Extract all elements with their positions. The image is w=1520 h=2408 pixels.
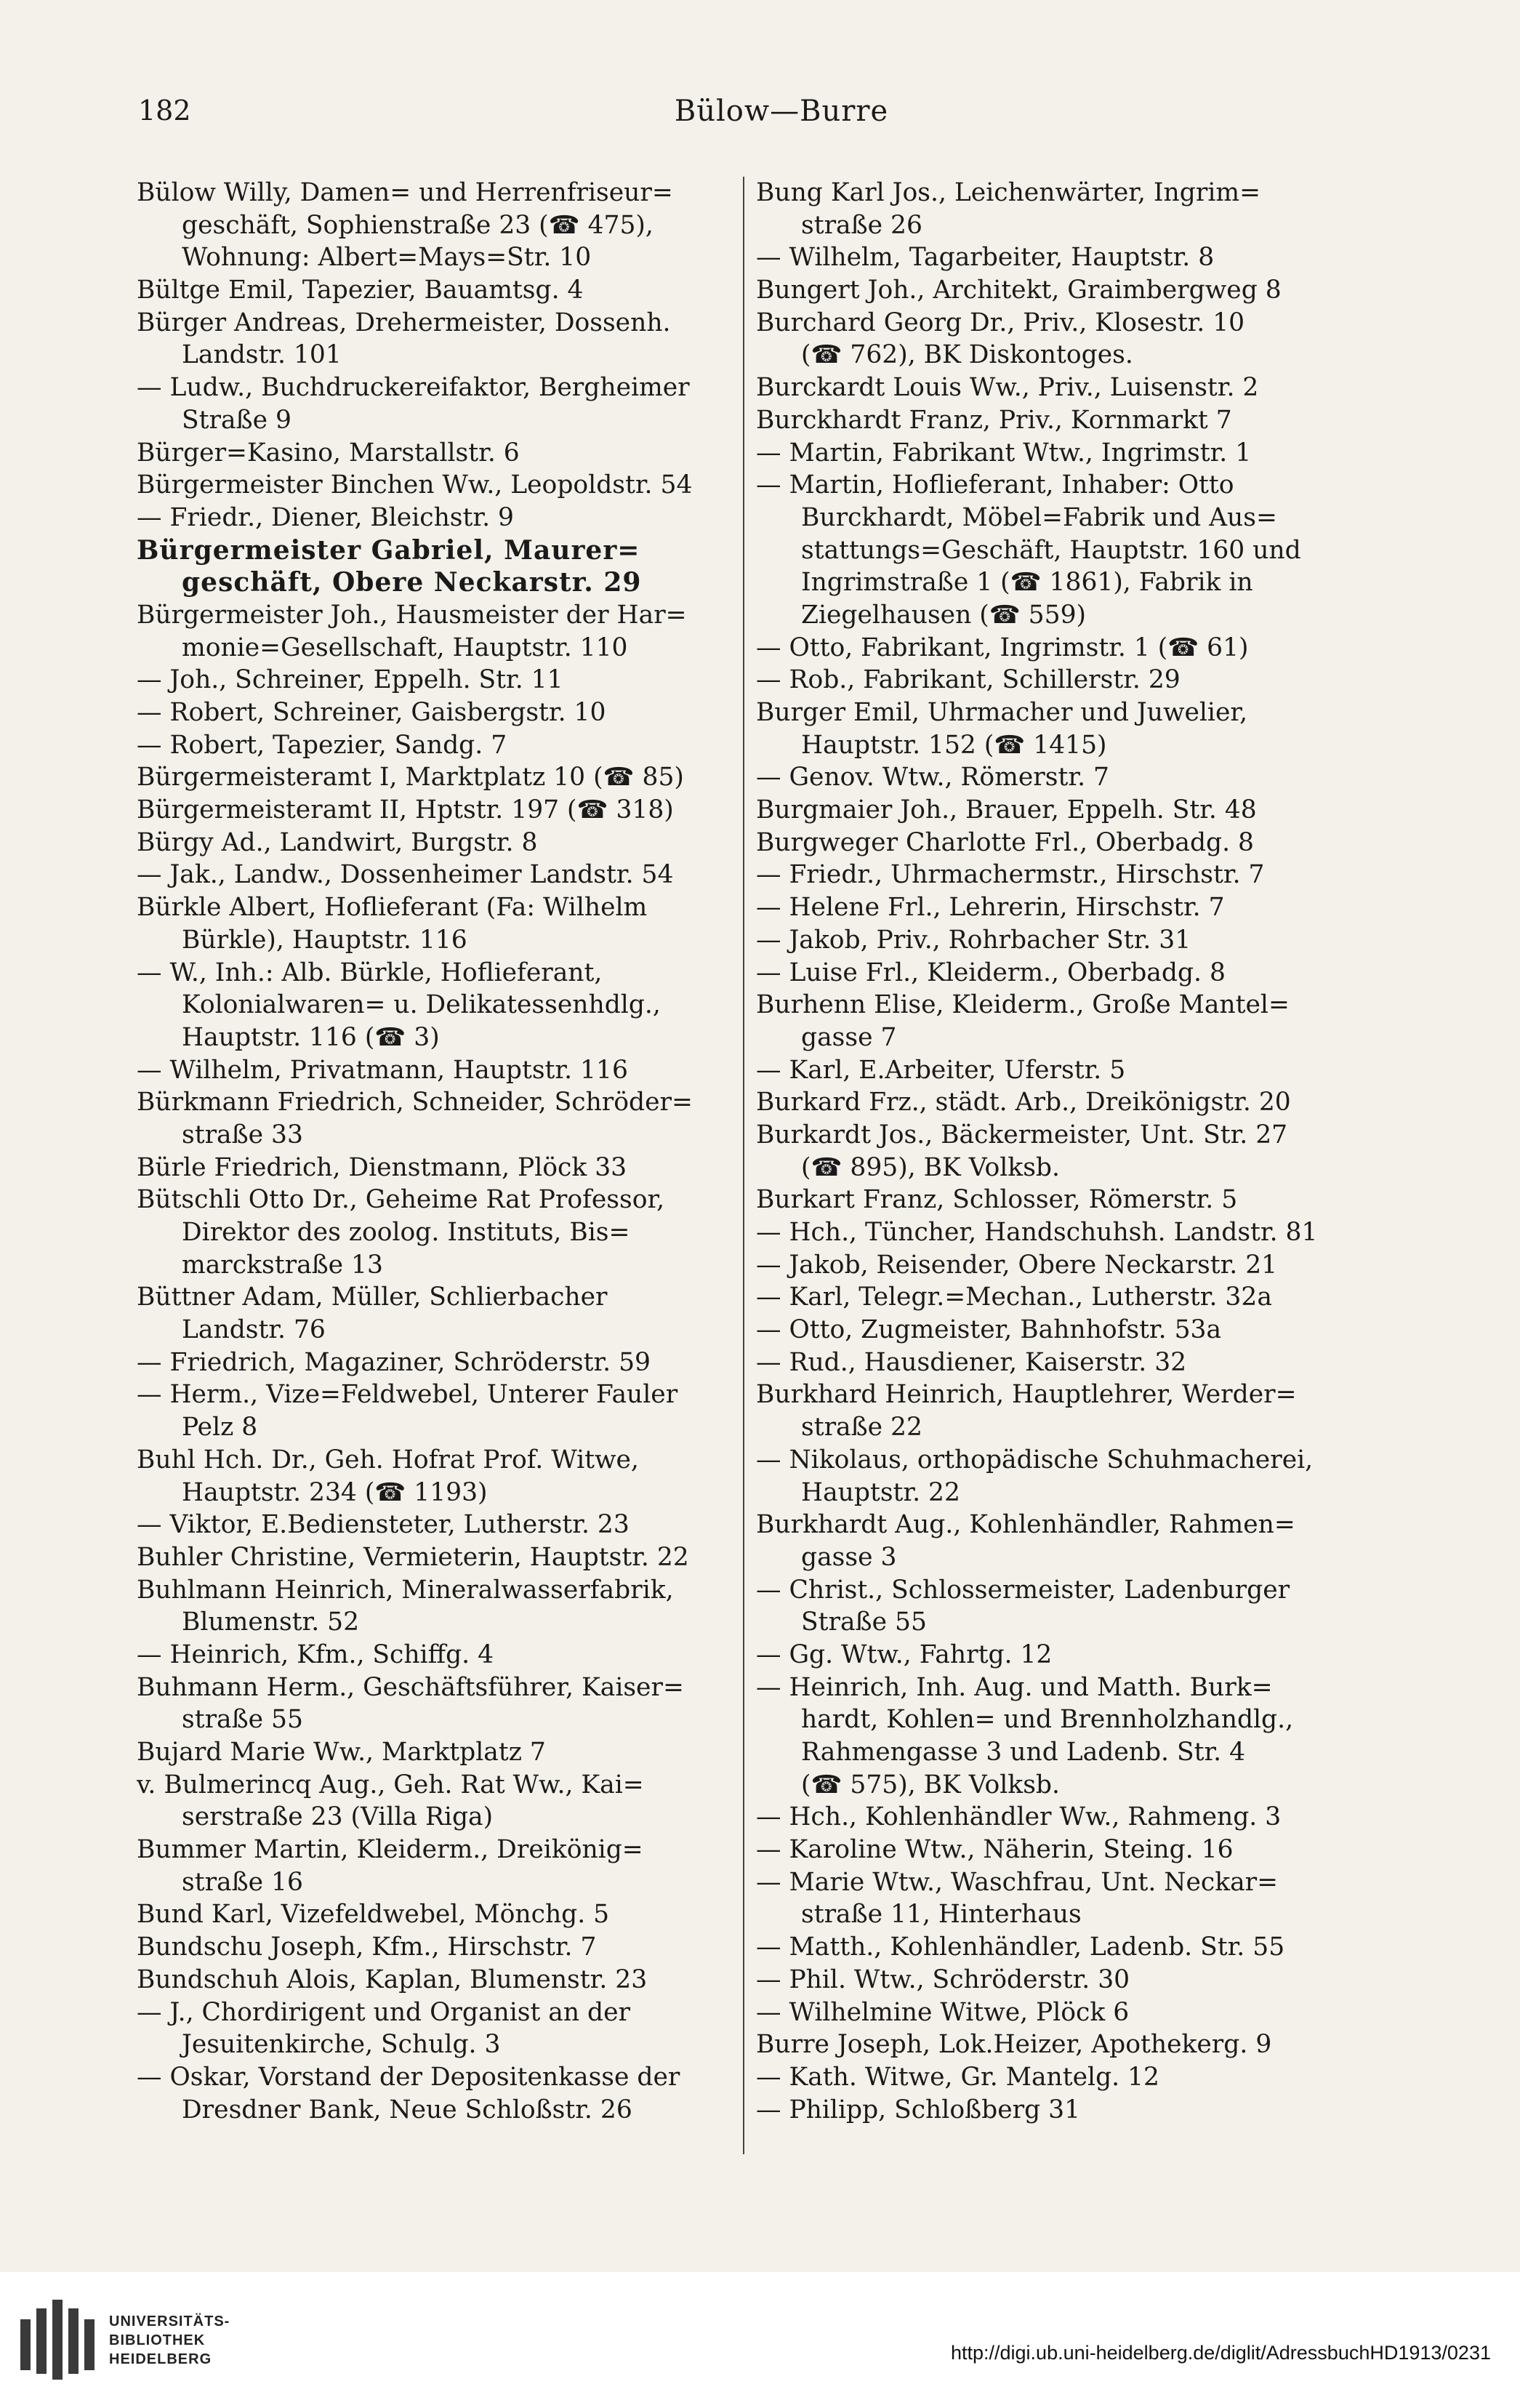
directory-line: Kolonialwaren= u. Delikatessenhdlg., bbox=[182, 990, 661, 1020]
directory-line: Dresdner Bank, Neue Schloßstr. 26 bbox=[182, 2095, 632, 2124]
directory-line: gasse 3 bbox=[801, 1542, 897, 1572]
directory-line: — Herm., Vize=Feldwebel, Unterer Fauler bbox=[137, 1380, 678, 1410]
directory-line: Burckardt Louis Ww., Priv., Luisenstr. 2 bbox=[756, 373, 1259, 403]
directory-line: stattungs=Geschäft, Hauptstr. 160 und bbox=[801, 535, 1301, 565]
directory-line: Burre Joseph, Lok.Heizer, Apothekerg. 9 bbox=[756, 2030, 1272, 2060]
directory-line: Ingrimstraße 1 (☎ 1861), Fabrik in bbox=[801, 568, 1253, 598]
viewer-footer bbox=[0, 2272, 1520, 2408]
directory-line: — Robert, Tapezier, Sandg. 7 bbox=[137, 730, 507, 760]
directory-line: Burkard Frz., städt. Arb., Dreikönigstr. 20 bbox=[756, 1088, 1291, 1117]
directory-line: — Jakob, Reisender, Obere Neckarstr. 21 bbox=[756, 1250, 1278, 1280]
page-number: 182 bbox=[138, 95, 191, 127]
directory-line: straße 26 bbox=[801, 210, 922, 240]
directory-line: Buhler Christine, Vermieterin, Hauptstr. 22 bbox=[137, 1542, 689, 1572]
directory-line: serstraße 23 (Villa Riga) bbox=[182, 1802, 494, 1832]
directory-line: straße 33 bbox=[182, 1120, 303, 1149]
directory-line: — Joh., Schreiner, Eppelh. Str. 11 bbox=[137, 665, 563, 695]
directory-line: Bülow Willy, Damen= und Herrenfriseur= bbox=[137, 178, 673, 207]
directory-line: Bürgermeisteramt II, Hptstr. 197 (☎ 318) bbox=[137, 795, 674, 825]
directory-line: — Heinrich, Inh. Aug. und Matth. Burk= bbox=[756, 1672, 1273, 1702]
logo-line: UNIVERSITÄTS- bbox=[109, 2313, 230, 2329]
directory-line: Bürgermeister Gabriel, Maurer= bbox=[137, 534, 640, 566]
logo-line: HEIDELBERG bbox=[109, 2351, 212, 2367]
directory-line: Hauptstr. 152 (☎ 1415) bbox=[801, 730, 1107, 760]
directory-line: Bültge Emil, Tapezier, Bauamtsg. 4 bbox=[137, 276, 584, 305]
directory-line: — Friedr., Diener, Bleichstr. 9 bbox=[137, 502, 514, 532]
directory-line: — Oskar, Vorstand der Depositenkasse der bbox=[137, 2062, 680, 2092]
directory-line: Burhenn Elise, Kleiderm., Große Mantel= bbox=[756, 990, 1290, 1020]
directory-line: — Martin, Hoflieferant, Inhaber: Otto bbox=[756, 470, 1234, 500]
directory-line: Hauptstr. 234 (☎ 1193) bbox=[182, 1477, 488, 1507]
directory-line: — Hch., Tüncher, Handschuhsh. Landstr. 81 bbox=[756, 1218, 1318, 1247]
directory-line: — Ludw., Buchdruckereifaktor, Bergheimer bbox=[137, 373, 690, 403]
directory-line: Wohnung: Albert=Mays=Str. 10 bbox=[182, 243, 592, 273]
directory-line: Hauptstr. 116 (☎ 3) bbox=[182, 1022, 440, 1052]
directory-line: Bundschuh Alois, Kaplan, Blumenstr. 23 bbox=[137, 1964, 648, 1994]
directory-line: Hauptstr. 22 bbox=[801, 1477, 960, 1507]
directory-line: — Robert, Schreiner, Gaisbergstr. 10 bbox=[137, 698, 606, 727]
directory-line: — Genov. Wtw., Römerstr. 7 bbox=[756, 763, 1109, 792]
directory-line: Büttner Adam, Müller, Schlierbacher bbox=[137, 1283, 608, 1312]
directory-line: Direktor des zoolog. Instituts, Bis= bbox=[182, 1218, 630, 1247]
directory-line: — Philipp, Schloßberg 31 bbox=[756, 2095, 1081, 2124]
directory-line: straße 16 bbox=[182, 1867, 303, 1897]
directory-line: — Christ., Schlossermeister, Ladenburger bbox=[756, 1575, 1290, 1605]
directory-line: straße 11, Hinterhaus bbox=[801, 1900, 1082, 1930]
directory-line: — Jakob, Priv., Rohrbacher Str. 31 bbox=[756, 925, 1191, 955]
directory-line: — Heinrich, Kfm., Schiffg. 4 bbox=[137, 1640, 494, 1669]
right-column bbox=[756, 177, 1351, 2126]
directory-line: Bürgermeister Binchen Ww., Leopoldstr. 54 bbox=[137, 470, 693, 500]
directory-line: Pelz 8 bbox=[182, 1413, 258, 1442]
directory-line: — Karoline Wtw., Näherin, Steing. 16 bbox=[756, 1835, 1234, 1865]
directory-line: — Friedrich, Magaziner, Schröderstr. 59 bbox=[137, 1347, 651, 1377]
directory-line: — Helene Frl., Lehrerin, Hirschstr. 7 bbox=[756, 893, 1225, 923]
directory-line: — Phil. Wtw., Schröderstr. 30 bbox=[756, 1964, 1130, 1994]
directory-line: Landstr. 76 bbox=[182, 1315, 326, 1345]
directory-line: Bürgermeisteramt I, Marktplatz 10 (☎ 85) bbox=[137, 763, 684, 792]
directory-line: — Karl, E.Arbeiter, Uferstr. 5 bbox=[756, 1055, 1126, 1085]
column-divider bbox=[743, 177, 744, 2154]
directory-line: hardt, Kohlen= und Brennholzhandlg., bbox=[801, 1705, 1294, 1735]
directory-line: (☎ 762), BK Diskontoges. bbox=[801, 340, 1133, 370]
directory-line: — Martin, Fabrikant Wtw., Ingrimstr. 1 bbox=[756, 438, 1252, 467]
directory-line: Ziegelhausen (☎ 559) bbox=[801, 600, 1086, 630]
directory-line: Landstr. 101 bbox=[182, 340, 342, 370]
directory-line: Burckhardt, Möbel=Fabrik und Aus= bbox=[801, 502, 1277, 532]
directory-line: — Rud., Hausdiener, Kaiserstr. 32 bbox=[756, 1347, 1187, 1377]
directory-line: Blumenstr. 52 bbox=[182, 1608, 360, 1637]
directory-line: — Wilhelm, Privatmann, Hauptstr. 116 bbox=[137, 1055, 628, 1085]
directory-line: v. Bulmerincq Aug., Geh. Rat Ww., Kai= bbox=[137, 1770, 644, 1799]
directory-line: Straße 55 bbox=[801, 1608, 927, 1637]
directory-line: Bürkle), Hauptstr. 116 bbox=[182, 925, 467, 955]
directory-line: Burchard Georg Dr., Priv., Klosestr. 10 bbox=[756, 308, 1245, 337]
directory-line: Buhl Hch. Dr., Geh. Hofrat Prof. Witwe, bbox=[137, 1445, 639, 1474]
directory-line: straße 55 bbox=[182, 1705, 303, 1735]
directory-line: Bummer Martin, Kleiderm., Dreikönig= bbox=[137, 1835, 643, 1865]
directory-line: Bürger=Kasino, Marstallstr. 6 bbox=[137, 438, 520, 467]
directory-line: Burckhardt Franz, Priv., Kornmarkt 7 bbox=[756, 405, 1232, 435]
directory-line: Buhmann Herm., Geschäftsführer, Kaiser= bbox=[137, 1672, 684, 1702]
directory-line: — Otto, Zugmeister, Bahnhofstr. 53a bbox=[756, 1315, 1222, 1345]
directory-line: — Hch., Kohlenhändler Ww., Rahmeng. 3 bbox=[756, 1802, 1282, 1832]
directory-line: Bürger Andreas, Drehermeister, Dossenh. bbox=[137, 308, 671, 337]
directory-line: — Rob., Fabrikant, Schillerstr. 29 bbox=[756, 665, 1181, 695]
page-header bbox=[138, 95, 1425, 138]
directory-line: Burgweger Charlotte Frl., Oberbadg. 8 bbox=[756, 827, 1254, 857]
source-url-link[interactable]: http://digi.ub.uni-heidelberg.de/diglit/AdressbuchHD1913/0231 bbox=[950, 2342, 1491, 2364]
directory-line: — Jak., Landw., Dossenheimer Landstr. 54 bbox=[137, 860, 674, 890]
directory-line: Buhlmann Heinrich, Mineralwasserfabrik, bbox=[137, 1575, 674, 1605]
directory-line: — Viktor, E.Bediensteter, Lutherstr. 23 bbox=[137, 1510, 630, 1540]
directory-line: Bürgermeister Joh., Hausmeister der Har= bbox=[137, 600, 687, 630]
directory-line: — Gg. Wtw., Fahrtg. 12 bbox=[756, 1640, 1053, 1669]
directory-line: (☎ 575), BK Volksb. bbox=[801, 1770, 1060, 1799]
directory-line: Straße 9 bbox=[182, 405, 291, 435]
directory-line: Bundschu Joseph, Kfm., Hirschstr. 7 bbox=[137, 1933, 597, 1962]
library-logo-text bbox=[109, 2312, 230, 2369]
directory-line: Rahmengasse 3 und Ladenb. Str. 4 bbox=[801, 1738, 1246, 1767]
directory-line: — Karl, Telegr.=Mechan., Lutherstr. 32a bbox=[756, 1283, 1272, 1312]
directory-line: Burkart Franz, Schlosser, Römerstr. 5 bbox=[756, 1185, 1238, 1215]
directory-line: Jesuitenkirche, Schulg. 3 bbox=[182, 2030, 501, 2060]
directory-line: — Kath. Witwe, Gr. Mantelg. 12 bbox=[756, 2062, 1159, 2092]
directory-line: — Marie Wtw., Waschfrau, Unt. Neckar= bbox=[756, 1867, 1279, 1897]
directory-line: Burkhard Heinrich, Hauptlehrer, Werder= bbox=[756, 1380, 1297, 1410]
directory-line: — Luise Frl., Kleiderm., Oberbadg. 8 bbox=[756, 958, 1226, 987]
directory-line: straße 22 bbox=[801, 1413, 922, 1442]
directory-line: Bürkle Albert, Hoflieferant (Fa: Wilhelm bbox=[137, 893, 648, 923]
directory-line: — Wilhelm, Tagarbeiter, Hauptstr. 8 bbox=[756, 243, 1215, 273]
directory-line: — J., Chordirigent und Organist an der bbox=[137, 1997, 631, 2027]
directory-line: monie=Gesellschaft, Hauptstr. 110 bbox=[182, 633, 628, 662]
running-head: Bülow—Burre bbox=[674, 95, 889, 128]
directory-line: geschäft, Obere Neckarstr. 29 bbox=[182, 567, 642, 598]
directory-line: Burkhardt Aug., Kohlenhändler, Rahmen= bbox=[756, 1510, 1295, 1540]
directory-line: geschäft, Sophienstraße 23 (☎ 475), bbox=[182, 210, 654, 240]
directory-line: — Otto, Fabrikant, Ingrimstr. 1 (☎ 61) bbox=[756, 633, 1249, 662]
directory-line: — Nikolaus, orthopädische Schuhmacherei, bbox=[756, 1445, 1314, 1474]
directory-line: Bund Karl, Vizefeldwebel, Mönchg. 5 bbox=[137, 1900, 610, 1930]
directory-line: Bürle Friedrich, Dienstmann, Plöck 33 bbox=[137, 1152, 627, 1182]
directory-line: Bung Karl Jos., Leichenwärter, Ingrim= bbox=[756, 178, 1261, 207]
directory-line: Bürgy Ad., Landwirt, Burgstr. 8 bbox=[137, 827, 538, 857]
directory-line: Bujard Marie Ww., Marktplatz 7 bbox=[137, 1738, 546, 1767]
directory-line: Burgmaier Joh., Brauer, Eppelh. Str. 48 bbox=[756, 795, 1257, 825]
directory-line: (☎ 895), BK Volksb. bbox=[801, 1152, 1060, 1182]
directory-line: — W., Inh.: Alb. Bürkle, Hoflieferant, bbox=[137, 958, 603, 987]
directory-line: marckstraße 13 bbox=[182, 1250, 383, 1280]
directory-line: Bürkmann Friedrich, Schneider, Schröder= bbox=[137, 1088, 693, 1117]
directory-line: Burger Emil, Uhrmacher und Juwelier, bbox=[756, 698, 1248, 727]
library-logo-icon bbox=[15, 2294, 95, 2381]
directory-line: Bungert Joh., Architekt, Graimbergweg 8 bbox=[756, 276, 1282, 305]
directory-line: Burkardt Jos., Bäckermeister, Unt. Str. 27 bbox=[756, 1120, 1288, 1149]
directory-line: gasse 7 bbox=[801, 1022, 897, 1052]
directory-line: — Matth., Kohlenhändler, Ladenb. Str. 55 bbox=[756, 1933, 1285, 1962]
directory-line: Bütschli Otto Dr., Geheime Rat Professor, bbox=[137, 1185, 665, 1215]
left-column bbox=[137, 177, 727, 2126]
logo-line: BIBLIOTHEK bbox=[109, 2332, 206, 2348]
directory-line: — Friedr., Uhrmachermstr., Hirschstr. 7 bbox=[756, 860, 1265, 890]
directory-line: — Wilhelmine Witwe, Plöck 6 bbox=[756, 1997, 1130, 2027]
